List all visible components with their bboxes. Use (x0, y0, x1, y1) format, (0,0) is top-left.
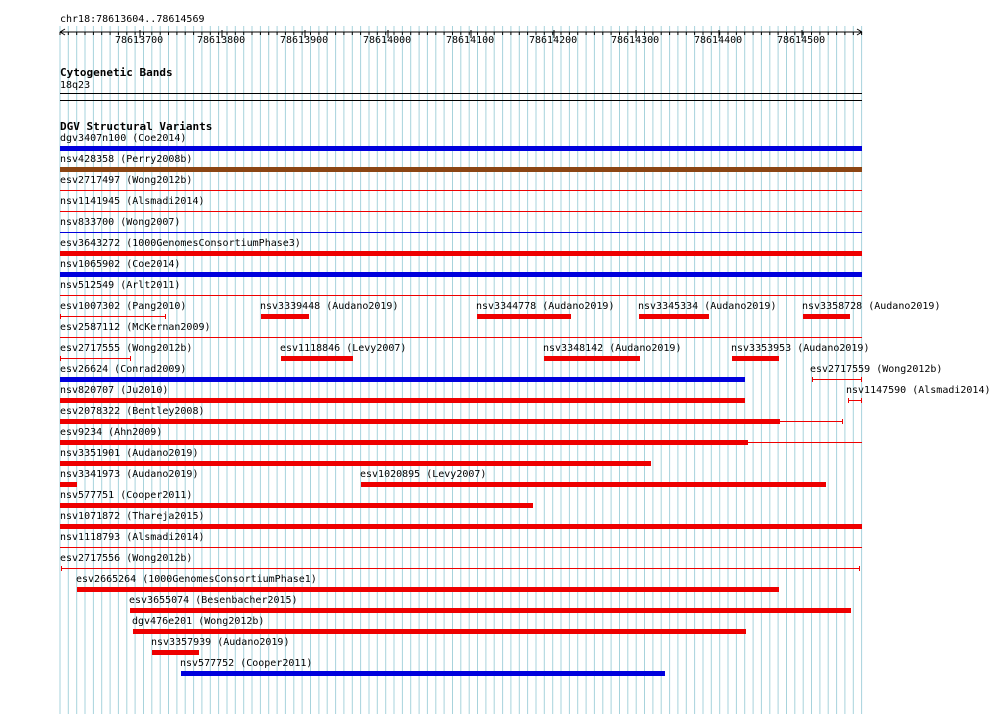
variant-bar-cap (848, 398, 849, 403)
variant-bar[interactable] (181, 671, 665, 676)
variant-label[interactable]: esv2717556 (Wong2012b) (60, 553, 193, 564)
variant-label[interactable]: esv2717497 (Wong2012b) (60, 175, 193, 186)
variant-bar[interactable] (77, 587, 779, 592)
variant-bar-cap (130, 356, 131, 361)
variant-bar-cap (861, 398, 862, 403)
ruler-tick-label: 78614000 (363, 35, 412, 46)
ruler-tick-label: 78614200 (529, 35, 578, 46)
variant-label[interactable]: nsv833700 (Wong2007) (60, 217, 181, 228)
variant-bar[interactable] (639, 314, 709, 319)
variant-label[interactable]: nsv1141945 (Alsmadi2014) (60, 196, 205, 207)
variant-bar[interactable] (61, 568, 860, 569)
ruler-tick-label: 78613800 (197, 35, 246, 46)
cytoband-line-bottom (60, 100, 862, 101)
variant-label[interactable]: esv2587112 (McKernan2009) (60, 322, 211, 333)
variant-bar[interactable] (732, 356, 779, 361)
variant-bar[interactable] (812, 379, 862, 380)
variant-bar[interactable] (60, 211, 862, 212)
variant-label[interactable]: nsv3341973 (Audano2019) (60, 469, 199, 480)
variant-bar[interactable] (152, 650, 199, 655)
variant-label[interactable]: nsv820707 (Ju2010) (60, 385, 169, 396)
variant-label[interactable]: esv2717559 (Wong2012b) (810, 364, 943, 375)
variant-label[interactable]: esv3655074 (Besenbacher2015) (129, 595, 298, 606)
variant-bar-cap (165, 314, 166, 319)
variant-bar[interactable] (60, 295, 862, 296)
variant-label[interactable]: nsv3353953 (Audano2019) (731, 343, 870, 354)
variant-bar[interactable] (848, 400, 862, 401)
variant-bar[interactable] (60, 547, 862, 548)
variant-bar[interactable] (60, 358, 131, 359)
variant-label[interactable]: nsv3358728 (Audano2019) (802, 301, 941, 312)
ruler-tick-label: 78613700 (115, 35, 164, 46)
variant-bar-cap (60, 314, 61, 319)
variant-label[interactable]: esv9234 (Ahn2009) (60, 427, 163, 438)
cytoband-track-title: Cytogenetic Bands (60, 66, 173, 79)
variant-label[interactable]: esv2717555 (Wong2012b) (60, 343, 193, 354)
variant-bar[interactable] (60, 232, 862, 233)
variant-label[interactable]: nsv3344778 (Audano2019) (476, 301, 615, 312)
variant-bar-cap (842, 419, 843, 424)
variant-bar[interactable] (60, 482, 77, 487)
variant-label[interactable]: nsv3345334 (Audano2019) (638, 301, 777, 312)
variant-bar-cap (859, 566, 860, 571)
variant-label[interactable]: nsv1071872 (Thareja2015) (60, 511, 205, 522)
variant-label[interactable]: esv2078322 (Bentley2008) (60, 406, 205, 417)
variant-label[interactable]: nsv577751 (Cooper2011) (60, 490, 193, 501)
variant-bar[interactable] (261, 314, 309, 319)
cytoband-label[interactable]: 18q23 (60, 80, 91, 91)
variant-bar[interactable] (60, 398, 745, 403)
dgv-track-title: DGV Structural Variants (60, 120, 213, 133)
variant-bar-extension[interactable] (780, 421, 843, 422)
variant-label[interactable]: nsv3348142 (Audano2019) (543, 343, 682, 354)
variant-label[interactable]: esv26624 (Conrad2009) (60, 364, 187, 375)
variant-bar-extension[interactable] (748, 442, 862, 443)
variant-bar[interactable] (60, 377, 745, 382)
variant-label[interactable]: esv2665264 (1000GenomesConsortiumPhase1) (76, 574, 317, 585)
variant-bar-cap (61, 566, 62, 571)
variant-label[interactable]: esv1020895 (Levy2007) (360, 469, 487, 480)
variant-bar[interactable] (60, 461, 651, 466)
variant-label[interactable]: esv1118846 (Levy2007) (280, 343, 407, 354)
variant-bar-cap (60, 356, 61, 361)
variant-label[interactable]: esv1007302 (Pang2010) (60, 301, 187, 312)
ruler-tick-label: 78614500 (777, 35, 826, 46)
variant-bar[interactable] (60, 419, 780, 424)
variant-bar[interactable] (60, 146, 862, 151)
variant-bar[interactable] (60, 503, 533, 508)
variant-bar[interactable] (281, 356, 353, 361)
variant-bar[interactable] (361, 482, 826, 487)
variant-bar[interactable] (60, 272, 862, 277)
variant-label[interactable]: esv3643272 (1000GenomesConsortiumPhase3) (60, 238, 301, 249)
variant-label[interactable]: nsv3357939 (Audano2019) (151, 637, 290, 648)
cytoband-line-top (60, 93, 862, 94)
variant-bar[interactable] (133, 629, 746, 634)
variant-bar[interactable] (60, 251, 862, 256)
variant-label[interactable]: dgv3407n100 (Coe2014) (60, 133, 187, 144)
variant-bar[interactable] (130, 608, 851, 613)
variant-bar-cap (861, 377, 862, 382)
variant-label[interactable]: nsv512549 (Arlt2011) (60, 280, 181, 291)
variant-label[interactable]: nsv1065902 (Coe2014) (60, 259, 181, 270)
coordinate-range: chr18:78613604..78614569 (60, 14, 205, 25)
variant-bar[interactable] (60, 337, 862, 338)
variant-bar[interactable] (803, 314, 850, 319)
ruler-tick-label: 78613900 (280, 35, 329, 46)
variant-bar[interactable] (60, 524, 862, 529)
variant-bar[interactable] (60, 190, 862, 191)
variant-bar[interactable] (60, 167, 862, 172)
variant-label[interactable]: dgv476e201 (Wong2012b) (132, 616, 265, 627)
ruler-tick-label: 78614400 (694, 35, 743, 46)
variant-bar[interactable] (544, 356, 640, 361)
ruler-tick-label: 78614300 (611, 35, 660, 46)
variant-label[interactable]: nsv1118793 (Alsmadi2014) (60, 532, 205, 543)
variant-bar-cap (812, 377, 813, 382)
variant-label[interactable]: nsv577752 (Cooper2011) (180, 658, 313, 669)
variant-label[interactable]: nsv3351901 (Audano2019) (60, 448, 199, 459)
variant-label[interactable]: nsv1147590 (Alsmadi2014) (846, 385, 991, 396)
variant-bar[interactable] (60, 440, 748, 445)
variant-bar[interactable] (477, 314, 571, 319)
variant-label[interactable]: nsv3339448 (Audano2019) (260, 301, 399, 312)
ruler-tick-label: 78614100 (446, 35, 495, 46)
variant-label[interactable]: nsv428358 (Perry2008b) (60, 154, 193, 165)
variant-bar[interactable] (60, 316, 166, 317)
